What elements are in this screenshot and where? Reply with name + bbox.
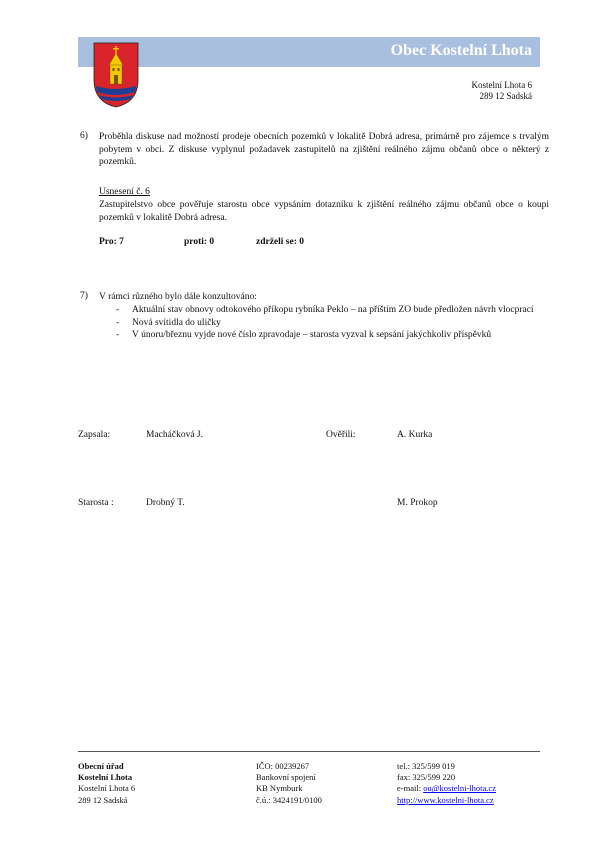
footer-divider — [78, 751, 540, 752]
second-verifier-name: M. Prokop — [397, 498, 438, 508]
section-6-number: 6) — [80, 131, 88, 141]
footer-account: č.ú.: 3424191/0100 — [256, 794, 322, 805]
footer-contact — [397, 761, 496, 806]
coat-of-arms-icon — [93, 42, 139, 108]
section-7-list — [110, 304, 549, 342]
verified-by-name: A. Kurka — [397, 430, 433, 440]
footer-email-label: e-mail: — [397, 783, 424, 794]
vote-for: Pro: 7 — [99, 237, 124, 247]
footer-fax: fax: 325/599 220 — [397, 772, 456, 783]
footer-bank-line: Bankovní spojení — [256, 772, 316, 783]
section-7-number: 7) — [80, 291, 88, 301]
header-banner — [78, 37, 540, 67]
footer-email-row — [397, 783, 496, 794]
section-6-text: Proběhla diskuse nad možností prodeje obecních pozemků v lokalitě Dobrá adresa, primárně pro zájemce s trvalým pobytem v obci. Z diskuse vyplynul požadavek zastupitelů na zjištění reálného zájmu občanů obce o některý z pozemků. — [99, 132, 549, 167]
email-link[interactable]: ou@kostelni-lhota.cz — [423, 783, 496, 794]
section-7-intro: V rámci různého bylo dále konzultováno: — [99, 292, 257, 302]
mayor-label: Starosta : — [78, 498, 114, 508]
address-line-2: 289 12 Sadská — [479, 91, 532, 101]
address-line-1: Kostelní Lhota 6 — [471, 80, 532, 90]
municipality-title: Obec Kostelní Lhota — [390, 42, 532, 59]
footer-phone: tel.: 325/599 019 — [397, 761, 455, 771]
recorded-by-name: Macháčková J. — [146, 430, 203, 440]
list-item: - Aktuální stav obnovy odtokového příkopu rybníka Peklo – na příštím ZO bude předložen návrh vlocprací — [110, 304, 549, 317]
verified-by-label: Ověřili: — [326, 430, 356, 440]
list-item: - Nová svítidla do uličky — [110, 317, 549, 330]
mayor-name: Drobný T. — [146, 498, 185, 508]
recorded-by-label: Zapsala: — [78, 430, 111, 440]
vote-against: proti: 0 — [184, 237, 215, 247]
resolution-text: Zastupitelstvo obce pověřuje starostu obce vypsáním dotazníku k zjištění reálného zájmu občanů obce o koupi pozemků v lokalitě Dobrá adresa. — [99, 200, 549, 223]
footer-office-line: Kostelní Lhota 6 — [78, 783, 136, 794]
header-address — [440, 80, 532, 102]
footer-office-line: Obecní úřad — [78, 761, 124, 771]
website-link[interactable]: http://www.kostelni-lhota.cz — [397, 794, 494, 805]
list-item: - V únoru/březnu vyjde nové číslo zpravodaje – starosta vyzval k sepsání jakýchkoliv příspěvků — [110, 329, 549, 342]
footer-office-line: 289 12 Sadská — [78, 794, 128, 805]
footer-ico: IČO: 00239267 — [256, 761, 310, 771]
resolution-title: Usnesení č. 6 — [99, 187, 150, 197]
footer-bank-line: KB Nymburk — [256, 783, 303, 794]
footer-bank — [256, 761, 322, 806]
footer-office-line: Kostelní Lhota — [78, 772, 133, 783]
vote-abstain: zdrželi se: 0 — [256, 237, 305, 247]
footer-office — [78, 761, 135, 806]
